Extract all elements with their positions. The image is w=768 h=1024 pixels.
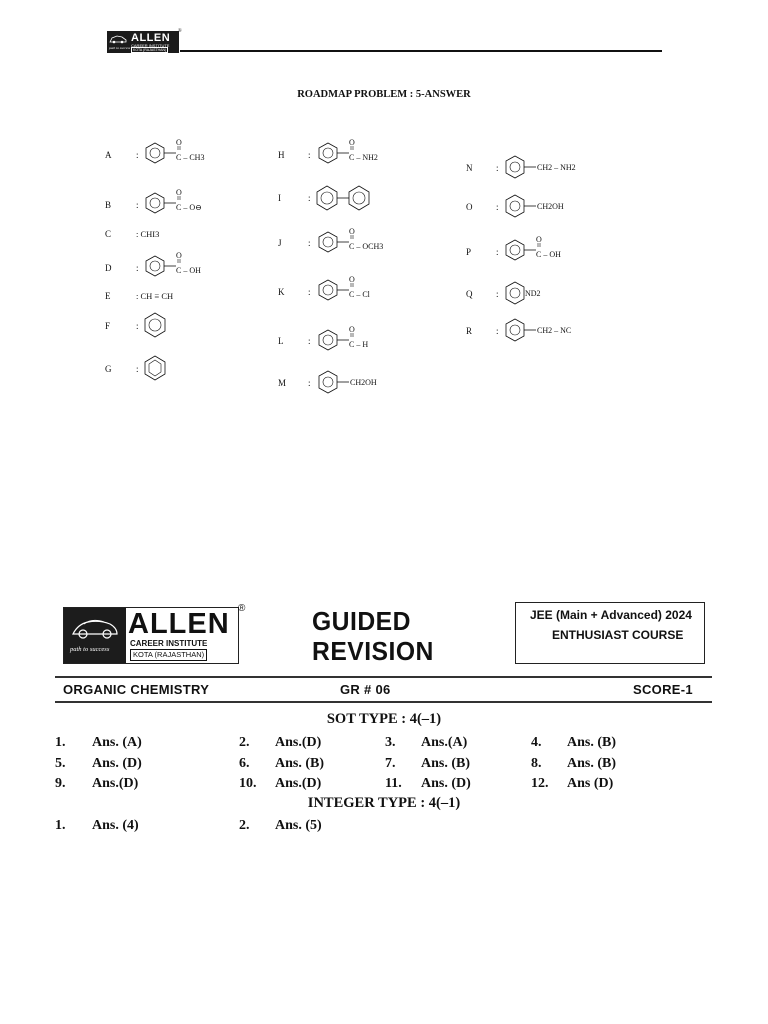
formula-d: C – OH [176, 266, 201, 275]
logo-kota: KOTA (RAJASTHAN) [130, 649, 207, 661]
logo-career: CAREER INSTITUTE [131, 43, 170, 48]
answer-number: 8. [531, 756, 542, 771]
answer-number: 10. [239, 776, 257, 791]
compound-label-l: L [278, 336, 284, 346]
integer-section-title: INTEGER TYPE : 4(–1) [307, 795, 461, 811]
compound-label-q: Q [466, 289, 473, 299]
compound-label-i: I [278, 193, 281, 203]
logo-tagline: path to success [70, 646, 110, 653]
score-label: SCORE-1 [633, 682, 693, 697]
subject-label: ORGANIC CHEMISTRY [63, 682, 210, 697]
logo-career: CAREER INSTITUTE [130, 639, 208, 648]
compound-label-c: C [105, 229, 112, 239]
answer-number: 1. [55, 735, 66, 750]
formula-h: C – NH2 [349, 153, 378, 162]
registered-mark: ® [178, 29, 182, 34]
structure-k [313, 273, 403, 303]
compound-label-d: D [105, 263, 112, 273]
answer-value: Ans. (4) [92, 818, 139, 833]
formula-b: C – O⊖ [176, 203, 202, 212]
compound-label-m: M [278, 378, 287, 388]
formula-m: CH2OH [350, 378, 377, 387]
answer-value: Ans. (D) [92, 756, 142, 771]
compound-label-f: F [105, 321, 111, 331]
compound-label-e: E [105, 291, 111, 301]
structure-f [140, 310, 170, 340]
structure-n [500, 153, 600, 183]
allen-logo-small [107, 31, 179, 53]
structure-r [500, 316, 600, 346]
structure-m [313, 368, 403, 398]
answer-value: Ans. (B) [567, 735, 617, 750]
formula-a: C – CH3 [176, 153, 205, 162]
structure-g [140, 353, 170, 383]
compound-colon-b: : [136, 200, 139, 210]
compound-label-o: O [466, 202, 473, 212]
compound-label-p: P [466, 247, 472, 257]
carbonyl-o: O [176, 188, 182, 197]
car-logo-icon [109, 34, 127, 44]
compound-colon-l: : [308, 336, 311, 346]
logo-name: ALLEN [131, 32, 171, 44]
logo-kota: KOTA (RAJASTHAN) [133, 48, 167, 52]
answer-value: Ans.(D) [275, 735, 322, 750]
formula-k: C – Cl [349, 290, 370, 299]
compound-colon-o: : [496, 202, 499, 212]
course-box [515, 602, 705, 664]
logo-tagline: path to success [109, 46, 131, 50]
compound-label-k: K [278, 287, 285, 297]
bottom-rule [55, 701, 712, 703]
structure-d [140, 249, 220, 279]
carbonyl-o: O [349, 275, 355, 284]
structure-p [500, 233, 590, 263]
carbonyl-o: O [349, 227, 355, 236]
formula-o: CH2OH [537, 202, 564, 211]
carbonyl-o: O [176, 251, 182, 260]
compound-colon-i: : [308, 193, 311, 203]
structure-q [500, 279, 580, 309]
group-label: GR # 06 [340, 682, 391, 697]
compound-text-e: : CH ≡ CH [136, 291, 174, 301]
compound-colon-m: : [308, 378, 311, 388]
formula-n: CH2 – NH2 [537, 163, 576, 172]
car-logo-icon [70, 614, 120, 642]
registered-mark: ® [238, 603, 246, 614]
formula-p: C – OH [536, 250, 561, 259]
formula-q: ND2 [525, 289, 541, 298]
compound-colon-d: : [136, 263, 139, 273]
answer-value: Ans. (D) [421, 776, 471, 791]
answer-number: 11. [385, 776, 402, 791]
structure-i [313, 183, 377, 213]
answer-number: 7. [385, 756, 396, 771]
revision-line: REVISION [312, 636, 434, 666]
carbonyl-o: O [536, 235, 542, 244]
compound-label-n: N [466, 163, 473, 173]
answer-number: 6. [239, 756, 250, 771]
page-title: ROADMAP PROBLEM : 5-ANSWER [297, 89, 471, 100]
answer-number: 2. [239, 735, 250, 750]
answer-value: Ans. (5) [275, 818, 322, 833]
answer-value: Ans. (B) [567, 756, 617, 771]
course-line1: JEE (Main + Advanced) 2024 [530, 608, 692, 622]
answer-value: Ans.(D) [275, 776, 322, 791]
formula-j: C – OCH3 [349, 242, 384, 251]
answer-number: 2. [239, 818, 250, 833]
compound-label-g: G [105, 364, 112, 374]
allen-logo-large [63, 607, 239, 664]
structure-l [313, 323, 403, 353]
compound-colon-g: : [136, 364, 139, 374]
structure-j [313, 225, 403, 255]
compound-label-b: B [105, 200, 112, 210]
answer-value: Ans (D) [567, 776, 614, 791]
answer-value: Ans. (B) [421, 756, 471, 771]
compound-label-h: H [278, 150, 285, 160]
structure-b [140, 186, 220, 216]
logo-name: ALLEN [128, 608, 230, 640]
answer-number: 4. [531, 735, 542, 750]
compound-colon-r: : [496, 326, 499, 336]
course-line2: ENTHUSIAST COURSE [552, 628, 684, 642]
header-rule [180, 50, 662, 52]
answer-number: 12. [531, 776, 549, 791]
top-rule [55, 676, 712, 678]
carbonyl-o: O [176, 138, 182, 147]
compound-colon-k: : [308, 287, 311, 297]
answer-number: 9. [55, 776, 66, 791]
structure-h [313, 136, 403, 166]
carbonyl-o: O [349, 138, 355, 147]
guided-revision-title [312, 606, 440, 666]
answer-value: Ans.(D) [92, 776, 139, 791]
answer-value: Ans. (A) [92, 735, 142, 750]
structure-a [140, 136, 220, 166]
compound-colon-n: : [496, 163, 499, 173]
answer-number: 3. [385, 735, 396, 750]
guided-line: GUIDED [312, 606, 411, 636]
compound-colon-a: : [136, 150, 139, 160]
compound-colon-f: : [136, 321, 139, 331]
carbonyl-o: O [349, 325, 355, 334]
compound-colon-j: : [308, 238, 311, 248]
sot-section-title: SOT TYPE : 4(–1) [326, 711, 442, 727]
answer-number: 1. [55, 818, 66, 833]
compound-label-j: J [278, 238, 282, 248]
answer-value: Ans. (B) [275, 756, 325, 771]
compound-colon-q: : [496, 289, 499, 299]
structure-o [500, 192, 600, 222]
compound-label-a: A [105, 150, 112, 160]
compound-label-r: R [466, 326, 473, 336]
formula-l: C – H [349, 340, 369, 349]
compound-colon-h: : [308, 150, 311, 160]
answer-value: Ans.(A) [421, 735, 468, 750]
compound-colon-p: : [496, 247, 499, 257]
answer-number: 5. [55, 756, 66, 771]
compound-text-c: : CHI3 [136, 229, 160, 239]
formula-r: CH2 – NC [537, 326, 572, 335]
